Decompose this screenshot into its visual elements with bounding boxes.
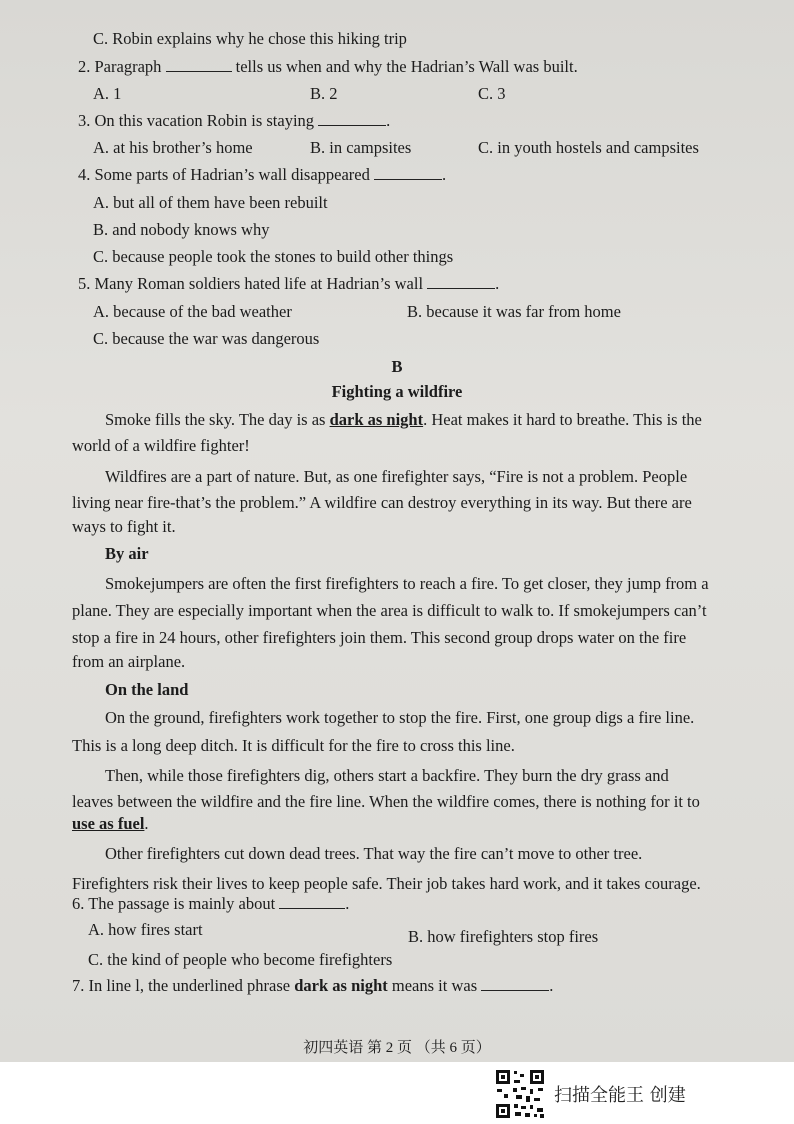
q6-end: . [345,894,350,913]
q5-option-c: C. because the war was dangerous [93,329,320,348]
paragraph-3-line-4: from an airplane. [72,652,186,671]
q2-suffix: tells us when and why the Hadrian’s Wall was built. [235,57,578,76]
q6-text: 6. The passage is mainly about [72,894,276,913]
question-6 [72,894,349,914]
q7-prefix: 7. In line l, the underlined phrase [72,976,295,995]
heading-on-the-land: On the land [105,680,189,699]
answer-blank [279,894,345,909]
q3-option-c: C. in youth hostels and campsites [478,138,699,157]
p5-end: . [144,814,149,833]
page-footer: 初四英语 第 2 页 （共 6 页） [303,1040,491,1056]
paragraph-2-line-2: living near fire-that’s the problem.” A wildfire can destroy everything in its way. But there are [72,493,692,512]
q1-option-c: C. Robin explains why he chose this hiking trip [93,29,407,48]
q5-end: . [495,274,500,293]
qr-code-icon [494,1068,546,1120]
question-3 [78,111,390,131]
q2-option-a: A. 1 [93,84,122,103]
paragraph-3-line-2: plane. They are especially important when the area is difficult to walk to. If smokejumpers can’t [72,601,707,620]
paragraph-6-line-2: Firefighters risk their lives to keep people safe. Their job takes hard work, and it takes courage. [72,874,701,893]
paragraph-6-line-1: Other firefighters cut down dead trees. That way the fire can’t move to other tree. [105,844,643,863]
q3-option-b: B. in campsites [310,138,412,157]
q4-end: . [442,165,447,184]
q7-end: . [549,976,554,995]
scanner-watermark [494,1068,686,1120]
paragraph-5-line-1: Then, while those firefighters dig, others start a backfire. They burn the dry grass and [105,766,669,785]
answer-blank [427,274,495,289]
q4-text: 4. Some parts of Hadrian’s wall disappeared [78,165,370,184]
question-2 [78,57,578,77]
paragraph-5-line-2: leaves between the wildfire and the fire line. When the wildfire comes, there is nothing for it to [72,792,700,811]
q6-option-c: C. the kind of people who become firefighters [88,950,393,969]
answer-blank [374,165,442,180]
paragraph-3-line-3: stop a fire in 24 hours, other firefighters join them. This second group drops water on the fire [72,628,687,647]
q7-bold-phrase: dark as night [294,976,388,995]
q5-option-b: B. because it was far from home [407,302,621,321]
answer-blank [481,976,549,991]
paragraph-3-line-1: Smokejumpers are often the first firefighters to reach a fire. To get closer, they jump from a [105,574,709,593]
underlined-phrase-dark-as-night: dark as night [329,410,424,429]
q3-text: 3. On this vacation Robin is staying [78,111,315,130]
q6-option-b: B. how firefighters stop fires [408,927,599,946]
question-5 [78,274,499,294]
underlined-phrase-use-as-fuel: use as fuel [72,814,145,833]
heading-by-air: By air [105,544,149,563]
q3-end: . [386,111,391,130]
paragraph-1-line-1 [105,410,702,430]
answer-blank [318,111,386,126]
passage-title: Fighting a wildfire [331,382,463,401]
paragraph-4-line-2: This is a long deep ditch. It is difficult for the fire to cross this line. [72,736,515,755]
paragraph-2-line-3: ways to fight it. [72,517,176,536]
question-4 [78,165,446,185]
q2-option-b: B. 2 [310,84,338,103]
question-7 [72,976,553,996]
section-letter: B [391,357,403,376]
paragraph-4-line-1: On the ground, firefighters work together to stop the fire. First, one group digs a fire line. [105,708,695,727]
q2-prefix: 2. Paragraph [78,57,162,76]
p1-text-b: . Heat makes it hard to breathe. This is the [423,410,702,429]
q4-option-c: C. because people took the stones to build other things [93,247,454,266]
q6-option-a: A. how fires start [88,920,203,939]
q5-text: 5. Many Roman soldiers hated life at Hadrian’s wall [78,274,424,293]
q3-option-a: A. at his brother’s home [93,138,253,157]
q5-option-a: A. because of the bad weather [93,302,292,321]
scanner-label: 扫描全能王 创建 [554,1085,686,1106]
q2-option-c: C. 3 [478,84,506,103]
paragraph-2-line-1: Wildfires are a part of nature. But, as one firefighter says, “Fire is not a problem. People [105,467,688,486]
q4-option-a: A. but all of them have been rebuilt [93,193,328,212]
p1-text-a: Smoke fills the sky. The day is as [105,410,330,429]
q4-option-b: B. and nobody knows why [93,220,270,239]
answer-blank [166,57,232,72]
q7-suffix: means it was [387,976,478,995]
paragraph-5-line-3 [72,814,149,834]
paragraph-1-line-2: world of a wildfire fighter! [72,436,250,455]
